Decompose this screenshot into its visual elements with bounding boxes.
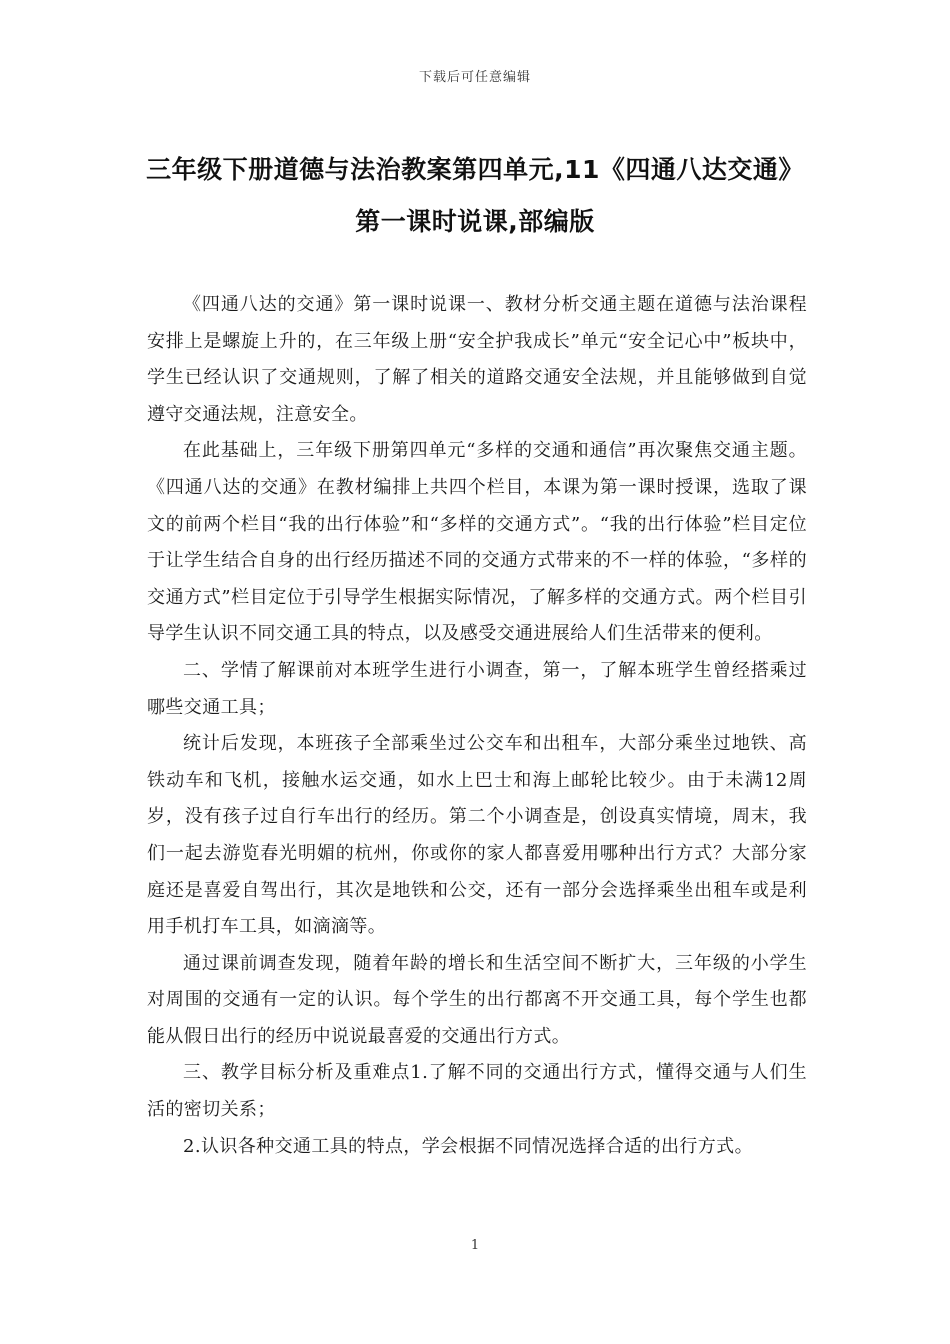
paragraph-unit-context: 在此基础上，三年级下册第四单元“多样的交通和通信”再次聚焦交通主题。《四通八达的交通》在教材编排上共四个栏目，本课为第一课时授课，选取了课文的前两个栏目“我的出行体验”和“多样的交通方式”。“我的出行体验”栏目定位于让学生结合自身的出行经历描述不同的交通方式带来的不一样的体验，“多样的交通方式”栏目定位于引导学生根据实际情况，了解多样的交通方式。两个栏目引导学生认识不同交通工具的特点，以及感受交通进展给人们生活带来的便利。: [147, 440, 807, 645]
paragraph-teaching-goals: 三、教学目标分析及重难点1.了解不同的交通出行方式，懂得交通与人们生活的密切关系；: [147, 1062, 807, 1121]
document-title-line-2: 第一课时说课,部编版: [355, 207, 595, 236]
paragraph-learner-analysis: 二、学情了解课前对本班学生进行小调查，第一，了解本班学生曾经搭乘过哪些交通工具；: [147, 659, 807, 718]
document-title-line-1: 三年级下册道德与法治教案第四单元,11《四通八达交通》: [146, 155, 804, 184]
document-body: [147, 287, 807, 1165]
paragraph-textbook-analysis: 《四通八达的交通》第一课时说课一、教材分析交通主题在道德与法治课程安排上是螺旋上升的，在三年级上册“安全护我成长”单元“安全记心中”板块中，学生已经认识了交通规则，了解了相关的道路交通安全法规，并且能够做到自觉遵守交通法规，注意安全。: [147, 294, 807, 425]
page-number: 1: [470, 1238, 480, 1253]
header-note: 下载后可任意编辑: [418, 70, 531, 85]
paragraph-survey-conclusion: 通过课前调查发现，随着年龄的增长和生活空间不断扩大，三年级的小学生对周围的交通有一定的认识。每个学生的出行都离不开交通工具，每个学生也都能从假日出行的经历中说说最喜爱的交通出行方式。: [147, 952, 807, 1047]
paragraph-survey-results: 统计后发现，本班孩子全部乘坐过公交车和出租车，大部分乘坐过地铁、高铁动车和飞机，接触水运交通，如水上巴士和海上邮轮比较少。由于未满12周岁，没有孩子过自行车出行的经历。第二个小调查是，创设真实情境，周末，我们一起去游览春光明媚的杭州，你或你的家人都喜爱用哪种出行方式？大部分家庭还是喜爱自驾出行，其次是地铁和公交，还有一部分会选择乘坐出租车或是利用手机打车工具，如滴滴等。: [147, 733, 807, 938]
paragraph-goal-2: 2.认识各种交通工具的特点，学会根据不同情况选择合适的出行方式。: [183, 1135, 753, 1157]
